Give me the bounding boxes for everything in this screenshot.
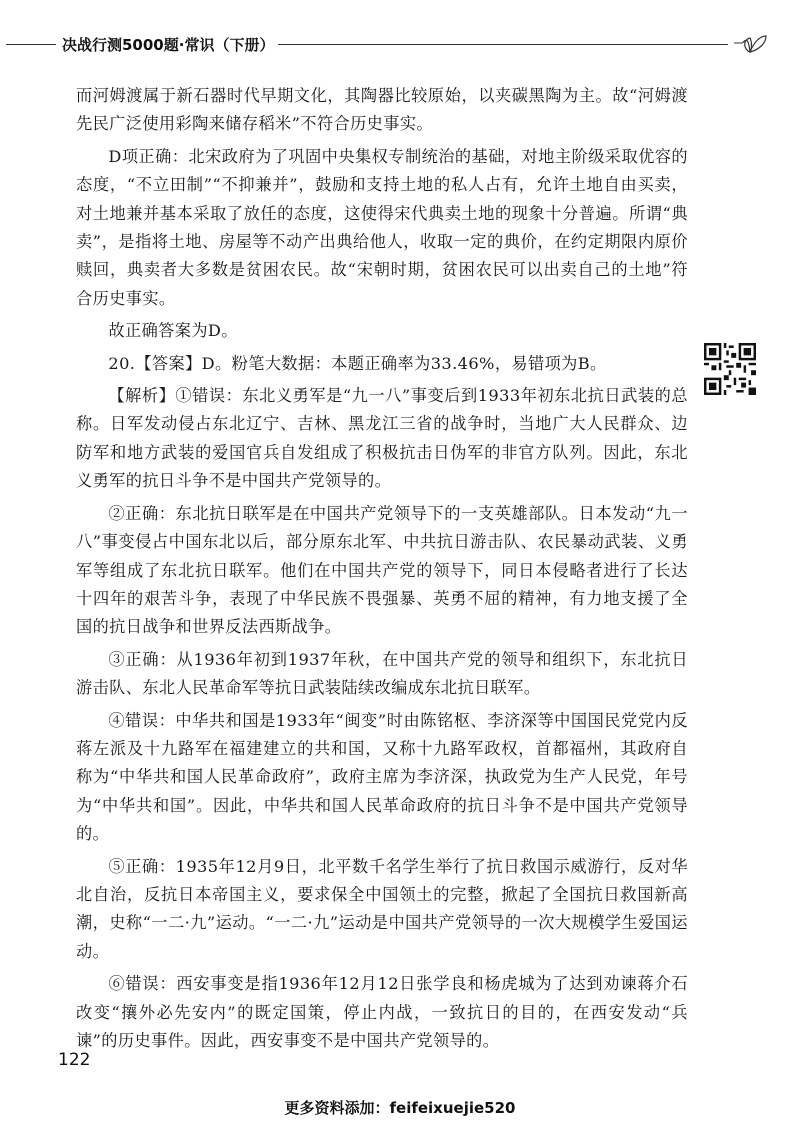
qr-code-icon[interactable] xyxy=(704,343,756,395)
paragraph-hemudu: 而河姆渡属于新石器时代早期文化，其陶器比较原始，以夹碳黑陶为主。故“河姆渡先民广泛使用彩陶来储存稻米”不符合历史事实。 xyxy=(76,86,688,134)
footer-contact-note: 更多资料添加：feifeixuejie520 xyxy=(284,1099,516,1117)
paragraph-analysis-4: ④错误：中华共和国是1933年“闽变”时由陈铭枢、李济深等中国国民党党内反蒋左派及十九路军在福建建立的共和国，又称十九路军政权，首都福州，其政府自称为“中华共和国人民革命政府”，政府主席为李济深，执政党为生产人民党，年号为“中华共和国”。因此，中华共和国人民革命政府的抗日斗争不是中国共产党领导的。 xyxy=(76,710,688,844)
header-rule-left xyxy=(6,44,56,45)
paragraph-option-d: D项正确：北宋政府为了巩固中央集权专制统治的基础，对地主阶级采取优容的态度，“不立田制”“不抑兼并”，鼓励和支持土地的私人占有，允许土地自由买卖，对土地兼并基本采取了放任的态度，这使得宋代典卖土地的现象十分普遍。所谓“典卖”，是指将土地、房屋等不动产出典给他人，收取一定的典价，在约定期限内原价赎回，典卖者大多数是贫困农民。故“宋朝时期，贫困农民可以出卖自己的土地”符合历史事实。 xyxy=(76,146,688,308)
paragraph-answer-19: 故正确答案为D。 xyxy=(108,321,238,341)
paragraph-answer-20: 20.【答案】D。粉笔大数据：本题正确率为33.46%，易错项为B。 xyxy=(108,353,607,373)
paragraph-analysis-6: ⑥错误：西安事变是指1936年12月12日张学良和杨虎城为了达到劝谏蒋介石改变“攘外必先安内”的既定国策，停止内战，一致抗日的目的，在西安发动“兵谏”的历史事件。因此，西安事变不是中国共产党领导的。 xyxy=(76,974,688,1050)
paragraph-analysis-1: 【解析】①错误：东北义勇军是“九一八”事变后到1933年初东北抗日武装的总称。日军发动侵占东北辽宁、吉林、黑龙江三省的战争时，当地广大人民群众、边防军和地方武装的爱国官兵自发组成了积极抗击日伪军的非官方队列。因此，东北义勇军的抗日斗争不是中国共产党领导的。 xyxy=(76,386,688,491)
header-rule-right xyxy=(278,44,728,45)
paragraph-analysis-5: ⑤正确：1935年12月9日，北平数千名学生举行了抗日救国示威游行，反对华北自治，反抗日本帝国主义，要求保全中国领土的完整，掀起了全国抗日救国新高潮，史称“一二·九”运动。“一二·九”运动是中国共产党领导的一次大规模学生爱国运动。 xyxy=(76,856,688,961)
header-title: 决战行测5000题·常识（下册） xyxy=(62,36,275,54)
sprout-icon xyxy=(730,30,770,56)
paragraph-analysis-3: ③正确：从1936年初到1937年秋，在中国共产党的领导和组织下，东北抗日游击队、东北人民革命军等抗日武装陆续改编成东北抗日联军。 xyxy=(76,649,688,698)
running-header xyxy=(0,30,800,60)
page-number: 122 xyxy=(58,1050,91,1070)
paragraph-analysis-2: ②正确：东北抗日联军是在中国共产党领导下的一支英雄部队。日本发动“九一八”事变侵占中国东北以后，部分原东北军、中共抗日游击队、农民暴动武装、义勇军等组成了东北抗日联军。他们在中国共产党的领导下，同日本侵略者进行了长达十四年的艰苦斗争，表现了中华民族不畏强暴、英勇不屈的精神，有力地支援了全国的抗日战争和世界反法西斯战争。 xyxy=(76,503,688,637)
answer-explanation-body xyxy=(76,82,688,1059)
